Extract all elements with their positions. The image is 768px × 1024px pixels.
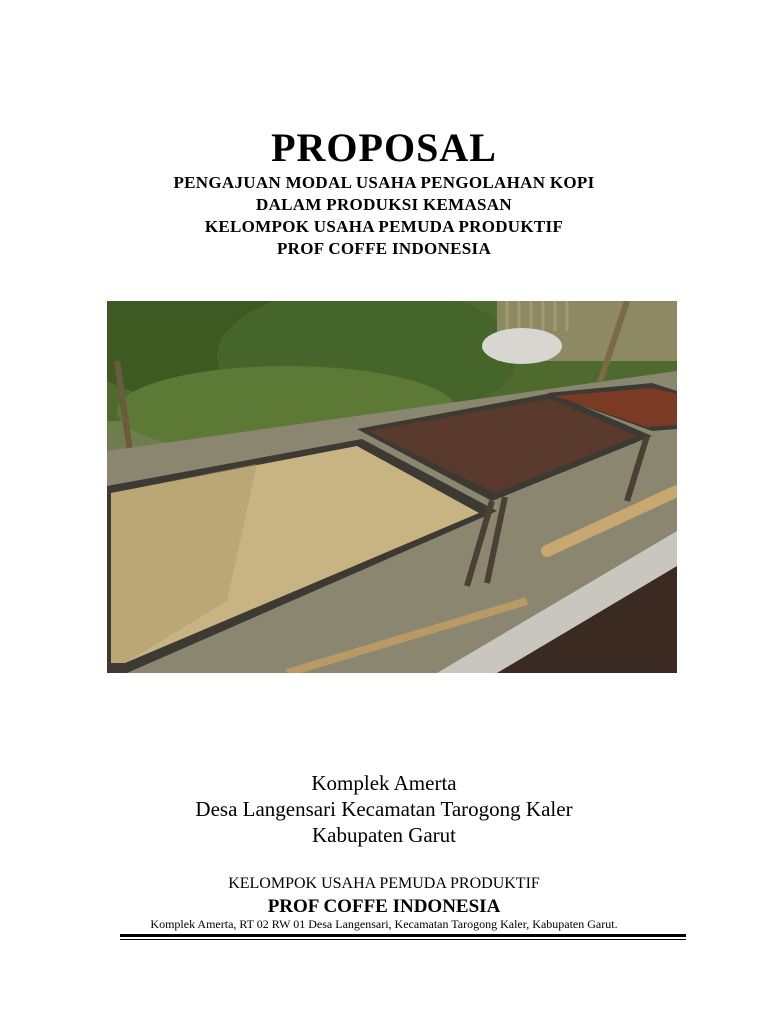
- subtitle-line-4: PROF COFFE INDONESIA: [276, 239, 492, 258]
- footer-rule-thick: [120, 934, 686, 937]
- footer-group-name: KELOMPOK USAHA PEMUDA PRODUKTIF: [228, 875, 540, 892]
- footer-rule-thin: [120, 939, 686, 940]
- coffee-drying-illustration: [107, 301, 677, 673]
- address-line-1: Komplek Amerta: [311, 771, 457, 795]
- subtitle-line-3: KELOMPOK USAHA PEMUDA PRODUKTIF: [204, 217, 564, 236]
- subtitle-line-1: PENGAJUAN MODAL USAHA PENGOLAHAN KOPI: [173, 173, 595, 192]
- address-line-3: Kabupaten Garut: [311, 823, 457, 847]
- footer-organization-name: PROF COFFE INDONESIA: [267, 896, 501, 917]
- subtitle-line-2: DALAM PRODUKSI KEMASAN: [256, 195, 512, 214]
- document-title: PROPOSAL: [271, 125, 497, 170]
- sack: [482, 328, 562, 364]
- address-line-2: Desa Langensari Kecamatan Tarogong Kaler: [195, 797, 573, 821]
- coffee-drying-photo: [107, 301, 677, 673]
- footer-full-address: Komplek Amerta, RT 02 RW 01 Desa Langensari, Kecamatan Tarogong Kaler, Kabupaten Garut.: [150, 917, 618, 931]
